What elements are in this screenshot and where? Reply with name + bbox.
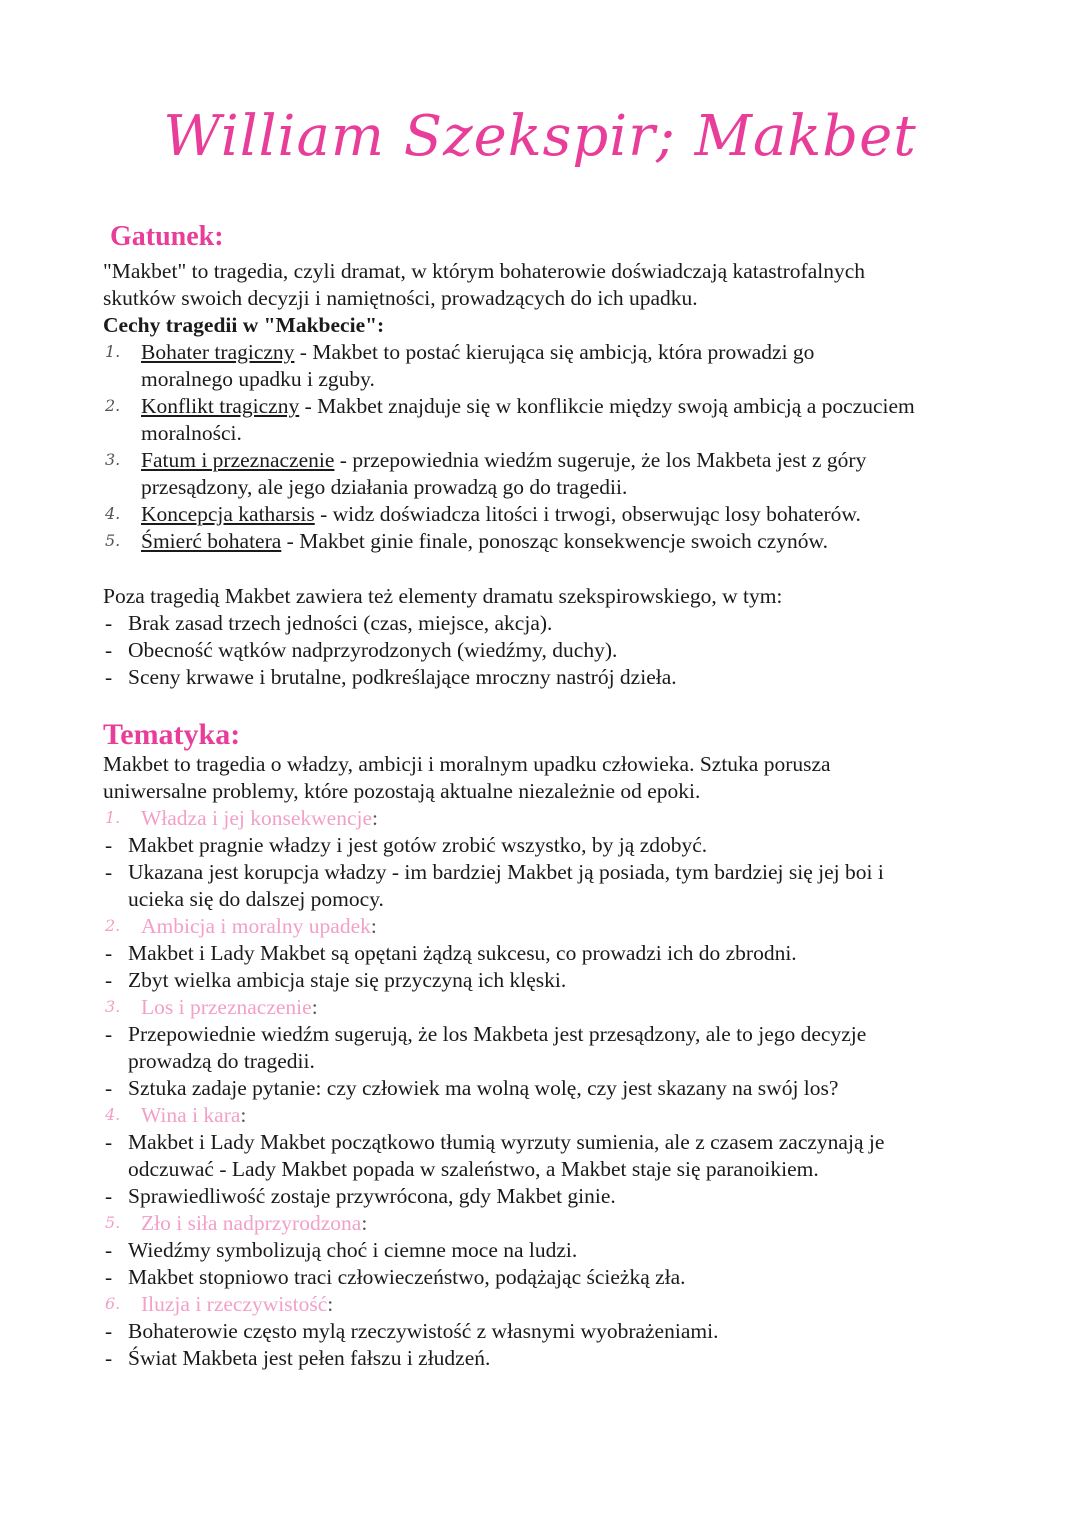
feature-term: Bohater tragiczny xyxy=(141,340,295,364)
section-heading-tematyka: Tematyka: xyxy=(103,718,241,751)
bullet-item-cont: prowadzą do tragedii. xyxy=(128,1049,315,1073)
gatunek-intro-line1: "Makbet" to tragedia, czyli dramat, w którym bohaterowie doświadczają katastrofalnych xyxy=(103,259,866,283)
feature-text-cont: moralności. xyxy=(141,421,242,445)
topic-number: 4. xyxy=(105,1105,121,1124)
list-item xyxy=(141,501,1021,528)
bullet-item: Makbet stopniowo traci człowieczeństwo, podążając ścieżką zła. xyxy=(128,1265,686,1289)
feature-term: Koncepcja katharsis xyxy=(141,502,315,526)
topic-label-text: Zło i siła nadprzyrodzona xyxy=(141,1211,362,1235)
bullet-item-cont: ucieka się do dalszej pomocy. xyxy=(128,887,384,911)
bullet-dash: - xyxy=(105,638,113,662)
bullet-dash: - xyxy=(105,665,113,689)
topic-label: Ambicja i moralny upadek: xyxy=(141,914,377,938)
bullet-item-cont: odczuwać - Lady Makbet popada w szaleństwo, a Makbet staje się paranoikiem. xyxy=(128,1157,819,1181)
topic-label-text: Iluzja i rzeczywistość xyxy=(141,1292,328,1316)
feature-text: - Makbet znajduje się w konflikcie między swoją ambicją a poczuciem xyxy=(299,394,915,418)
bullet-item: Brak zasad trzech jedności (czas, miejsce, akcja). xyxy=(128,611,553,635)
bullet-dash: - xyxy=(105,1346,113,1370)
bullet-dash: - xyxy=(105,611,113,635)
bullet-dash: - xyxy=(105,860,113,884)
bullet-dash: - xyxy=(105,968,113,992)
topic-number: 5. xyxy=(105,1213,121,1232)
topic-number: 3. xyxy=(105,997,121,1016)
topic-label-text: Wina i kara xyxy=(141,1103,241,1127)
topic-label-text: Władza i jej konsekwencje xyxy=(141,806,373,830)
feature-text: - przepowiednia wiedźm sugeruje, że los Makbeta jest z góry xyxy=(334,448,867,472)
feature-term: Konflikt tragiczny xyxy=(141,394,300,418)
topic-label: Zło i siła nadprzyrodzona: xyxy=(141,1211,368,1235)
bullet-item: Ukazana jest korupcja władzy - im bardziej Makbet ją posiada, tym bardziej się jej boi i xyxy=(128,860,884,884)
features-heading: Cechy tragedii w "Makbecie": xyxy=(103,313,385,337)
bullet-item: Sztuka zadaje pytanie: czy człowiek ma wolną wolę, czy jest skazany na swój los? xyxy=(128,1076,839,1100)
bullet-dash: - xyxy=(105,1130,113,1154)
bullet-item: Makbet pragnie władzy i jest gotów zrobić wszystko, by ją zdobyć. xyxy=(128,833,708,857)
extra-intro: Poza tragedią Makbet zawiera też elementy dramatu szekspirowskiego, w tym: xyxy=(103,584,783,608)
topic-number: 2. xyxy=(105,916,121,935)
feature-text-cont: moralnego upadku i zguby. xyxy=(141,367,375,391)
topic-label: Władza i jej konsekwencje: xyxy=(141,806,379,830)
feature-text: - widz doświadcza litości i trwogi, obserwując losy bohaterów. xyxy=(314,502,861,526)
list-item xyxy=(141,447,1021,474)
bullet-item: Zbyt wielka ambicja staje się przyczyną ich klęski. xyxy=(128,968,567,992)
tematyka-intro-line1: Makbet to tragedia o władzy, ambicji i moralnym upadku człowieka. Sztuka porusza xyxy=(103,752,831,776)
feature-text: - Makbet to postać kierująca się ambicją, która prowadzi go xyxy=(294,340,815,364)
topic-label: Wina i kara: xyxy=(141,1103,247,1127)
bullet-dash: - xyxy=(105,833,113,857)
list-item xyxy=(141,528,1021,555)
tematyka-intro-line2: uniwersalne problemy, które pozostają aktualne niezależnie od epoki. xyxy=(103,779,701,803)
topic-label-text: Los i przeznaczenie xyxy=(141,995,312,1019)
bullet-item: Bohaterowie często mylą rzeczywistość z własnymi wyobrażeniami. xyxy=(128,1319,719,1343)
topic-label: Iluzja i rzeczywistość: xyxy=(141,1292,334,1316)
list-number: 2. xyxy=(105,396,121,415)
feature-text-cont: przesądzony, ale jego działania prowadzą go do tragedii. xyxy=(141,475,628,499)
list-number: 3. xyxy=(105,450,121,469)
section-heading-gatunek: Gatunek: xyxy=(110,221,224,252)
topic-number: 1. xyxy=(105,808,121,827)
bullet-dash: - xyxy=(105,1022,113,1046)
gatunek-intro-line2: skutków swoich decyzji i namiętności, prowadzących do ich upadku. xyxy=(103,286,698,310)
bullet-item: Sprawiedliwość zostaje przywrócona, gdy Makbet ginie. xyxy=(128,1184,616,1208)
feature-term: Śmierć bohatera xyxy=(141,529,282,553)
bullet-item: Świat Makbeta jest pełen fałszu i złudzeń. xyxy=(128,1346,491,1370)
page-title: William Szekspir; Makbet xyxy=(163,104,917,169)
bullet-item: Makbet i Lady Makbet początkowo tłumią wyrzuty sumienia, ale z czasem zaczynają je xyxy=(128,1130,885,1154)
list-number: 1. xyxy=(105,342,121,361)
feature-term: Fatum i przeznaczenie xyxy=(141,448,335,472)
bullet-item: Sceny krwawe i brutalne, podkreślające mroczny nastrój dzieła. xyxy=(128,665,677,689)
topic-label: Los i przeznaczenie: xyxy=(141,995,318,1019)
bullet-item: Makbet i Lady Makbet są opętani żądzą sukcesu, co prowadzi ich do zbrodni. xyxy=(128,941,797,965)
list-item xyxy=(141,339,1021,366)
bullet-item: Wiedźmy symbolizują choć i ciemne moce na ludzi. xyxy=(128,1238,578,1262)
topic-label-text: Ambicja i moralny upadek xyxy=(141,914,371,938)
list-item xyxy=(141,393,1021,420)
bullet-dash: - xyxy=(105,1184,113,1208)
bullet-dash: - xyxy=(105,1238,113,1262)
topic-number: 6. xyxy=(105,1294,121,1313)
list-number: 4. xyxy=(105,504,121,523)
bullet-item: Przepowiednie wiedźm sugerują, że los Makbeta jest przesądzony, ale to jego decyzje xyxy=(128,1022,867,1046)
bullet-item: Obecność wątków nadprzyrodzonych (wiedźmy, duchy). xyxy=(128,638,618,662)
bullet-dash: - xyxy=(105,1076,113,1100)
bullet-dash: - xyxy=(105,941,113,965)
feature-text: - Makbet ginie finale, ponosząc konsekwencje swoich czynów. xyxy=(281,529,828,553)
bullet-dash: - xyxy=(105,1265,113,1289)
list-number: 5. xyxy=(105,531,121,550)
bullet-dash: - xyxy=(105,1319,113,1343)
